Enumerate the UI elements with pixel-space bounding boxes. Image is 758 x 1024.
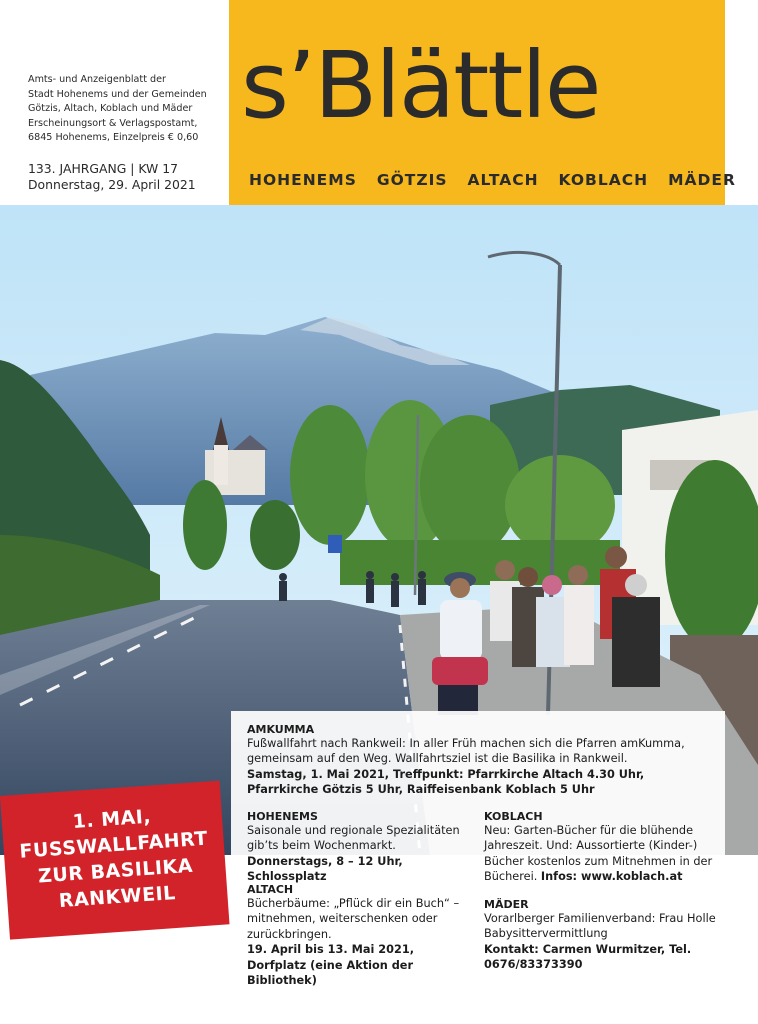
banner-text bbox=[1, 799, 228, 918]
headline-banner bbox=[0, 781, 230, 940]
banner-line: ZUR BASILIKA bbox=[37, 854, 194, 888]
section-heading: MÄDER bbox=[484, 898, 529, 911]
section-heading: KOBLACH bbox=[484, 810, 543, 823]
banner-line: RANKWEIL bbox=[58, 882, 177, 913]
masthead-title: s’Blättle bbox=[241, 32, 600, 139]
town-altach: ALTACH bbox=[467, 171, 539, 189]
imprint-line: Götzis, Altach, Koblach und Mäder bbox=[28, 103, 193, 115]
town-maeder: MÄDER bbox=[668, 171, 736, 189]
section-text: Saisonale und regionale Spezialitäten gib’ts beim Wochenmarkt. bbox=[247, 824, 460, 853]
section-heading: HOHENEMS bbox=[247, 810, 318, 823]
town-hohenems: HOHENEMS bbox=[249, 171, 357, 189]
banner-line: 1. MAI, bbox=[71, 805, 152, 833]
section-details: 19. April bis 13. Mai 2021, Dorfplatz (eine Aktion der Bibliothek) bbox=[247, 943, 414, 988]
imprint-block bbox=[28, 73, 228, 146]
town-list bbox=[249, 171, 736, 189]
section-hohenems bbox=[247, 810, 469, 885]
section-amkumma bbox=[247, 723, 717, 798]
event-info-box bbox=[231, 711, 725, 988]
issue-date: Donnerstag, 29. April 2021 bbox=[28, 177, 196, 192]
imprint-line: Erscheinungsort & Verlagspostamt, bbox=[28, 117, 198, 129]
section-text: Fußwallfahrt nach Rankweil: In aller Früh machen sich die Pfarren amKumma, gemeinsam auf den Weg. Wallfahrtsziel ist die Basilika in Rankweil. bbox=[247, 737, 685, 766]
section-text: Bücherbäume: „Pflück dir ein Buch“ – mitnehmen, weiterschenken oder zurückbringen. bbox=[247, 897, 460, 941]
section-text: Vorarlberger Familienverband: Frau Holle Babysittervermittlung bbox=[484, 912, 716, 941]
banner-line: FUSSWALLFAHRT bbox=[18, 827, 209, 863]
masthead bbox=[229, 0, 736, 216]
section-heading: ALTACH bbox=[247, 883, 294, 896]
section-koblach bbox=[484, 810, 720, 885]
section-heading: AMKUMMA bbox=[247, 723, 315, 736]
town-goetzis: GÖTZIS bbox=[376, 171, 448, 189]
issue-info bbox=[28, 161, 196, 193]
section-details: Kontakt: Carmen Wurmitzer, Tel. 0676/83373390 bbox=[484, 942, 692, 972]
issue-volume: 133. JAHRGANG | KW 17 bbox=[28, 161, 179, 176]
imprint-line: Stadt Hohenems und der Gemeinden bbox=[28, 88, 207, 100]
town-koblach: KOBLACH bbox=[558, 171, 649, 189]
section-text: Neu: Garten-Bücher für die blühende Jahreszeit. Und: Aussortierte (Kinder-) Bücher kostenlos zum Mitnehmen in der Bücherei. bbox=[484, 824, 713, 884]
section-maeder bbox=[484, 898, 720, 973]
section-details: Donnerstags, 8 – 12 Uhr, Schlossplatz bbox=[247, 854, 403, 884]
section-details[interactable]: Infos: www.koblach.at bbox=[540, 870, 683, 884]
imprint-line: 6845 Hohenems, Einzelpreis € 0,60 bbox=[28, 132, 199, 144]
section-altach bbox=[247, 883, 469, 988]
imprint-line: Amts- und Anzeigenblatt der bbox=[28, 74, 166, 85]
section-details: Samstag, 1. Mai 2021, Treffpunkt: Pfarrkirche Altach 4.30 Uhr, Pfarrkirche Götzis 5 Uhr, Raiffeisenbank Koblach 5 Uhr bbox=[247, 767, 645, 797]
